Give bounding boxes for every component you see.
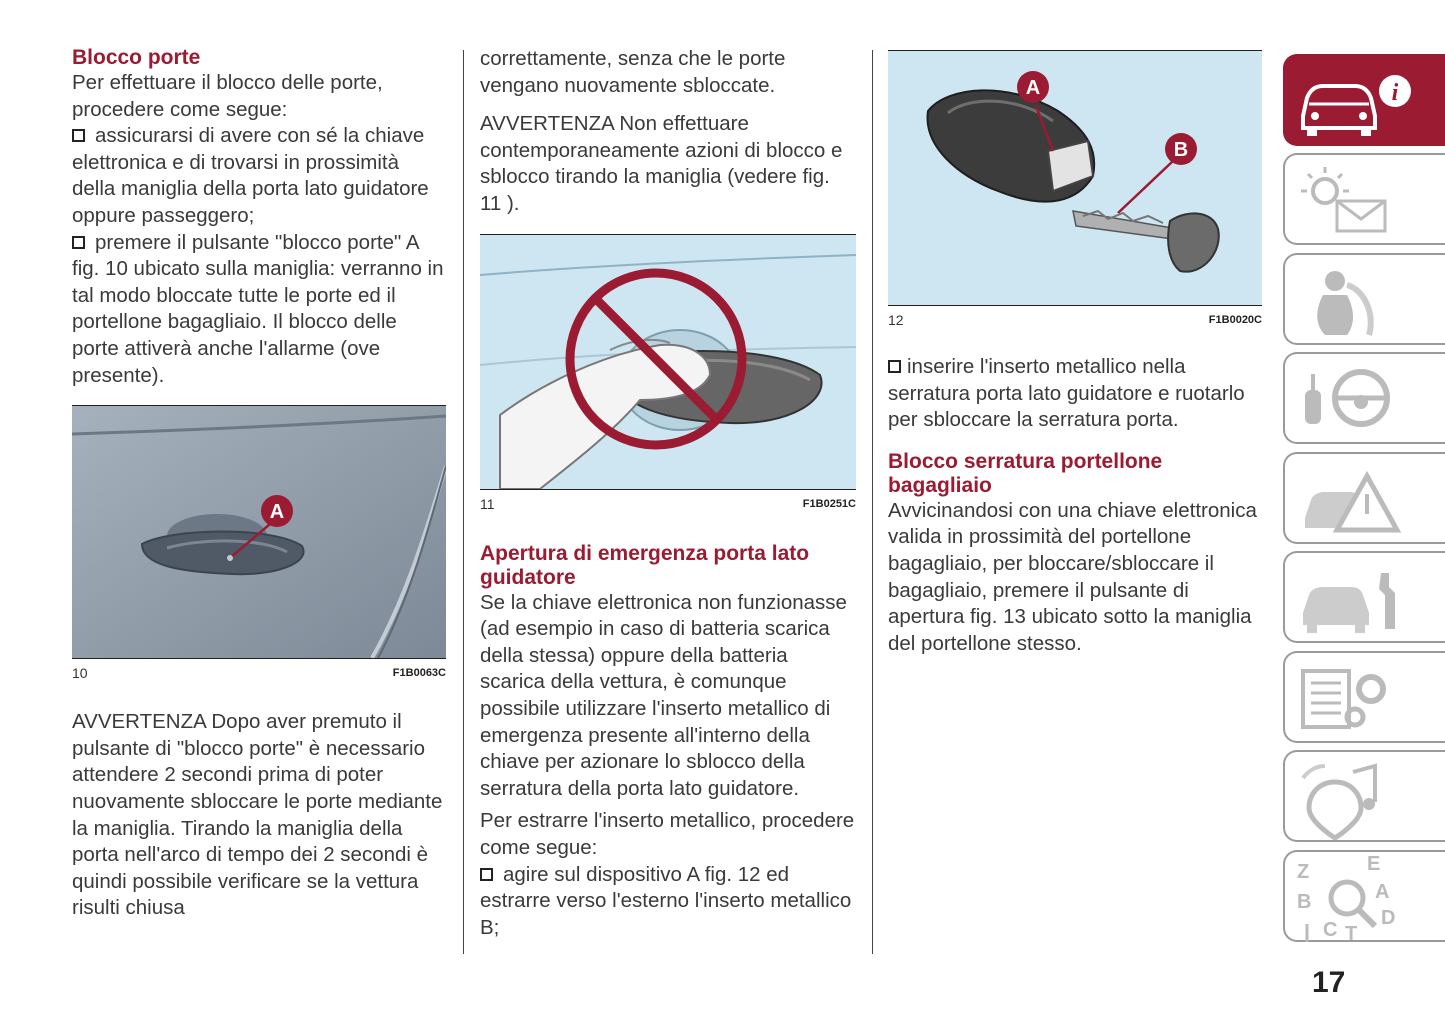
tab-technical-data[interactable] bbox=[1283, 651, 1445, 743]
figure-12-caption bbox=[888, 312, 1262, 328]
tab-multimedia[interactable] bbox=[1283, 750, 1445, 842]
svg-text:Z: Z bbox=[1297, 861, 1310, 883]
figure-11 bbox=[480, 234, 856, 490]
figure-number: 10 bbox=[72, 665, 88, 682]
door-handle-prohibited-illustration bbox=[480, 235, 856, 489]
warning-text: AVVERTENZA Non effettuare contemporaneamente azioni di blocco e sblocco tirando la maniglia (vedere fig. 11 ). bbox=[480, 112, 843, 215]
safety-icon bbox=[1285, 255, 1445, 343]
figure-code: F1B0063C bbox=[392, 667, 446, 680]
continued-text: correttamente, senza che le porte vengano nuovamente sbloccate. bbox=[480, 47, 786, 97]
column-divider-2 bbox=[872, 50, 873, 954]
svg-text:D: D bbox=[1381, 907, 1396, 929]
tab-warning-lights[interactable] bbox=[1283, 153, 1445, 245]
key-fob-illustration bbox=[888, 51, 1262, 305]
tab-car-info[interactable] bbox=[1283, 54, 1445, 146]
car-info-icon bbox=[1285, 56, 1445, 144]
figure-code: F1B0251C bbox=[802, 497, 856, 510]
checkbox-bullet-icon bbox=[72, 129, 85, 142]
column-1 bbox=[72, 46, 446, 922]
section-heading-blocco-porte: Blocco porte bbox=[72, 46, 201, 69]
bullet-item: assicurarsi di avere con sé la chiave elettronica e di trovarsi in prossimità della maniglia della porta lato guidatore oppure passeggero; bbox=[72, 124, 429, 227]
svg-text:A: A bbox=[1375, 881, 1390, 903]
intro-text: Per effettuare il blocco delle porte, procedere come segue: bbox=[72, 71, 383, 121]
index-icon bbox=[1285, 852, 1445, 944]
paragraph: Se la chiave elettronica non funzionasse (ad esempio in caso di batteria scarica della stessa) oppure della batteria scarica della vettura, è comunque possibile utilizzare l'inserto metallico di emergenza presente all'interno della chiave per azionare lo sblocco della serratura della porta lato guidatore. bbox=[480, 590, 847, 800]
tab-emergency[interactable] bbox=[1283, 452, 1445, 544]
bullet-item: inserire l'inserto metallico nella serratura porta lato guidatore e ruotarlo per sbloccare la serratura porta. bbox=[888, 355, 1245, 432]
figure-number: 12 bbox=[888, 312, 904, 328]
checkbox-bullet-icon bbox=[72, 236, 85, 249]
checkbox-bullet-icon bbox=[480, 868, 493, 881]
technical-data-icon bbox=[1285, 653, 1445, 741]
page-number: 17 bbox=[1312, 966, 1346, 999]
tab-starting-driving[interactable] bbox=[1283, 352, 1445, 444]
svg-text:T: T bbox=[1345, 923, 1358, 944]
svg-text:i: i bbox=[1391, 80, 1399, 106]
figure-code: F1B0020C bbox=[1208, 314, 1262, 326]
svg-text:E: E bbox=[1367, 853, 1381, 875]
maintenance-icon bbox=[1285, 553, 1445, 641]
starting-driving-icon bbox=[1285, 354, 1445, 442]
figure-10 bbox=[72, 405, 446, 659]
warning-lights-icon bbox=[1285, 155, 1445, 243]
bullet-item: premere il pulsante "blocco porte" A fig. 10 ubicato sulla maniglia: verranno in tal modo bloccate tutte le porte ed il portellone bagagliaio. Il blocco delle porte attiverà anche l'allarme (ove presente). bbox=[72, 230, 444, 387]
tab-index[interactable] bbox=[1283, 850, 1445, 942]
figure-12-label-a: A bbox=[1025, 77, 1041, 99]
figure-12-label-b: B bbox=[1173, 139, 1189, 161]
checkbox-bullet-icon bbox=[888, 360, 901, 373]
paragraph: Avvicinandosi con una chiave elettronica valida in prossimità del portellone bagagliaio, per bloccare/sbloccare il bagagliaio, premere il pulsante di apertura fig. 13 ubicato sotto la maniglia del portellone stesso. bbox=[888, 498, 1257, 655]
figure-number: 11 bbox=[480, 495, 495, 512]
tab-safety[interactable] bbox=[1283, 253, 1445, 345]
column-3 bbox=[888, 46, 1262, 657]
paragraph: Per estrarre l'inserto metallico, procedere come segue: bbox=[480, 809, 855, 859]
bullet-item: agire sul dispositivo A fig. 12 ed estrarre verso l'esterno l'inserto metallico B; bbox=[480, 862, 852, 939]
figure-10-label-a: A bbox=[269, 501, 285, 524]
svg-text:B: B bbox=[1297, 891, 1312, 913]
section-heading-blocco-serratura: Blocco serratura portellone bagagliaio bbox=[888, 449, 1163, 497]
door-handle-illustration bbox=[72, 406, 446, 658]
section-heading-apertura-emergenza: Apertura di emergenza porta lato guidatore bbox=[480, 541, 810, 589]
column-2 bbox=[480, 46, 856, 941]
figure-10-caption bbox=[72, 665, 446, 681]
svg-text:C: C bbox=[1323, 919, 1338, 941]
warning-text: AVVERTENZA Dopo aver premuto il pulsante di "blocco porte" è necessario attendere 2 secondi prima di poter nuovamente sbloccare le porte mediante la maniglia. Tirando la maniglia della porta nell'arco di tempo dei 2 secondi è quindi possibile verificare se la vettura risulti chiusa bbox=[72, 710, 443, 920]
tab-maintenance[interactable] bbox=[1283, 551, 1445, 643]
column-divider-1 bbox=[463, 50, 464, 954]
emergency-icon bbox=[1285, 454, 1445, 542]
multimedia-icon bbox=[1285, 752, 1445, 840]
figure-11-caption bbox=[480, 496, 856, 512]
figure-12 bbox=[888, 50, 1262, 306]
